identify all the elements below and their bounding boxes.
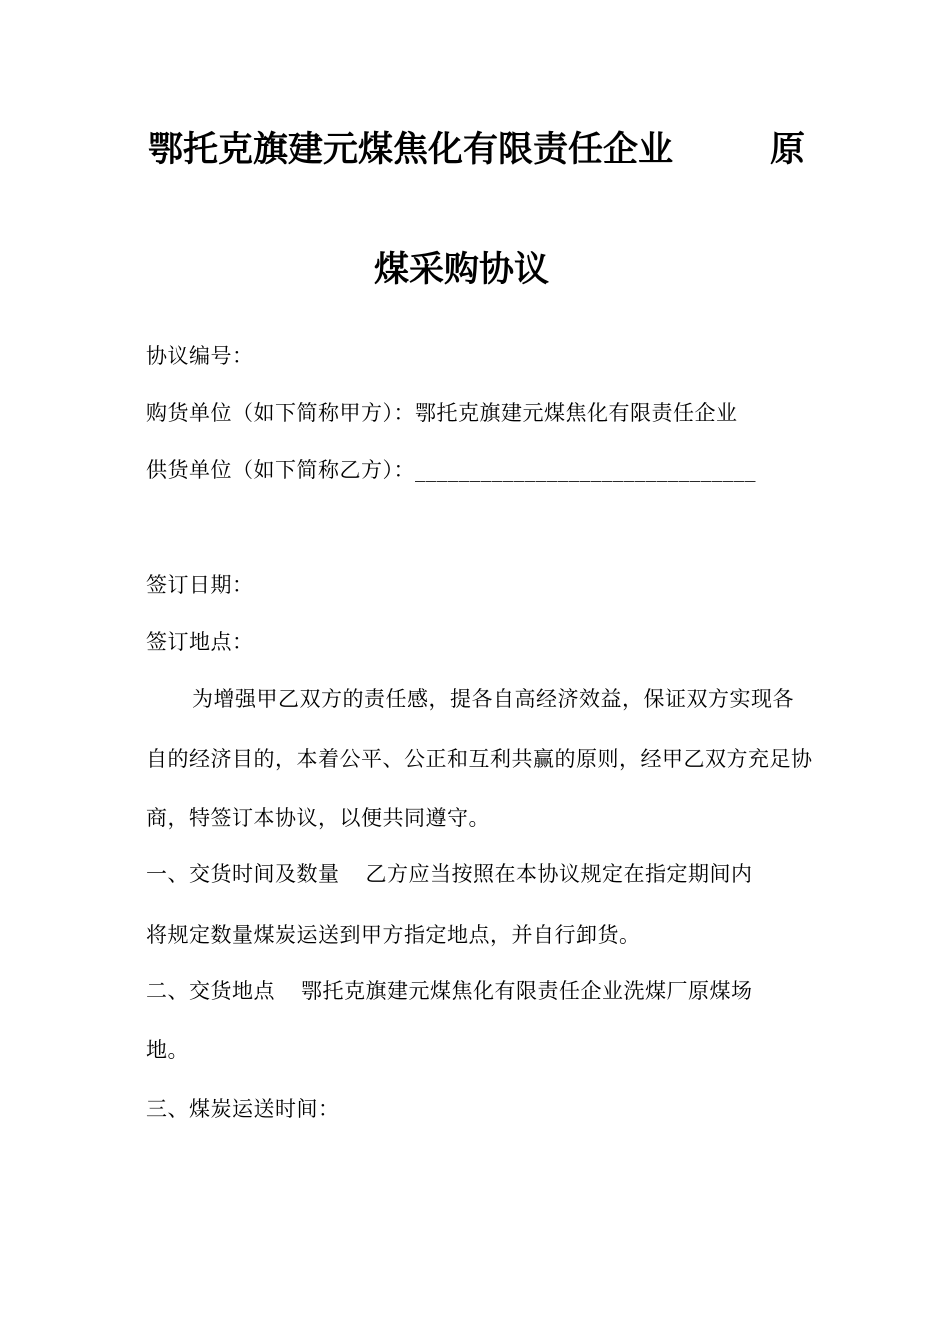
clause-2-text: 鄂托克旗建元煤焦化有限责任企业洗煤厂原煤场 [301,979,753,1003]
clause-2-line [146,981,753,1002]
preamble-line-1: 为增强甲乙双方的责任感，提各自高经济效益，保证双方实现各 [192,687,794,711]
preamble-line-2: 自的经济目的，本着公平、公正和互利共赢的原则，经甲乙双方充足协 [146,747,813,771]
sign-date-label: 签订日期： [146,573,254,597]
preamble-line-3: 商，特签订本协议，以便共同遵守。 [146,806,490,830]
clause-1-line [146,864,753,885]
clause-3-heading: 三、煤炭运送时间： [146,1097,340,1121]
clause-1-continuation: 将规定数量煤炭运送到甲方指定地点，并自行卸货。 [146,923,641,947]
sign-place-label: 签订地点： [146,630,254,654]
clause-1-heading: 一、交货时间及数量 [146,862,340,886]
clause-1-text: 乙方应当按照在本协议规定在指定期间内 [365,862,753,886]
supplier-label: 供货单位（如下简称乙方）： [146,458,415,482]
document-title-line1: 鄂托克旗建元煤焦化有限责任企业 [148,130,674,170]
clause-2-continuation: 地。 [146,1038,189,1062]
buyer-line: 购货单位（如下简称甲方）：鄂托克旗建元煤焦化有限责任企业 [146,401,738,425]
clause-2-heading: 二、交货地点 [146,979,275,1003]
supplier-line [146,460,756,481]
agreement-number-label: 协议编号： [146,344,254,368]
document-title-line2: 煤采购协议 [374,250,550,290]
supplier-blank: _______________________________ [415,458,756,482]
document-title-line1-tail: 原 [770,130,806,170]
